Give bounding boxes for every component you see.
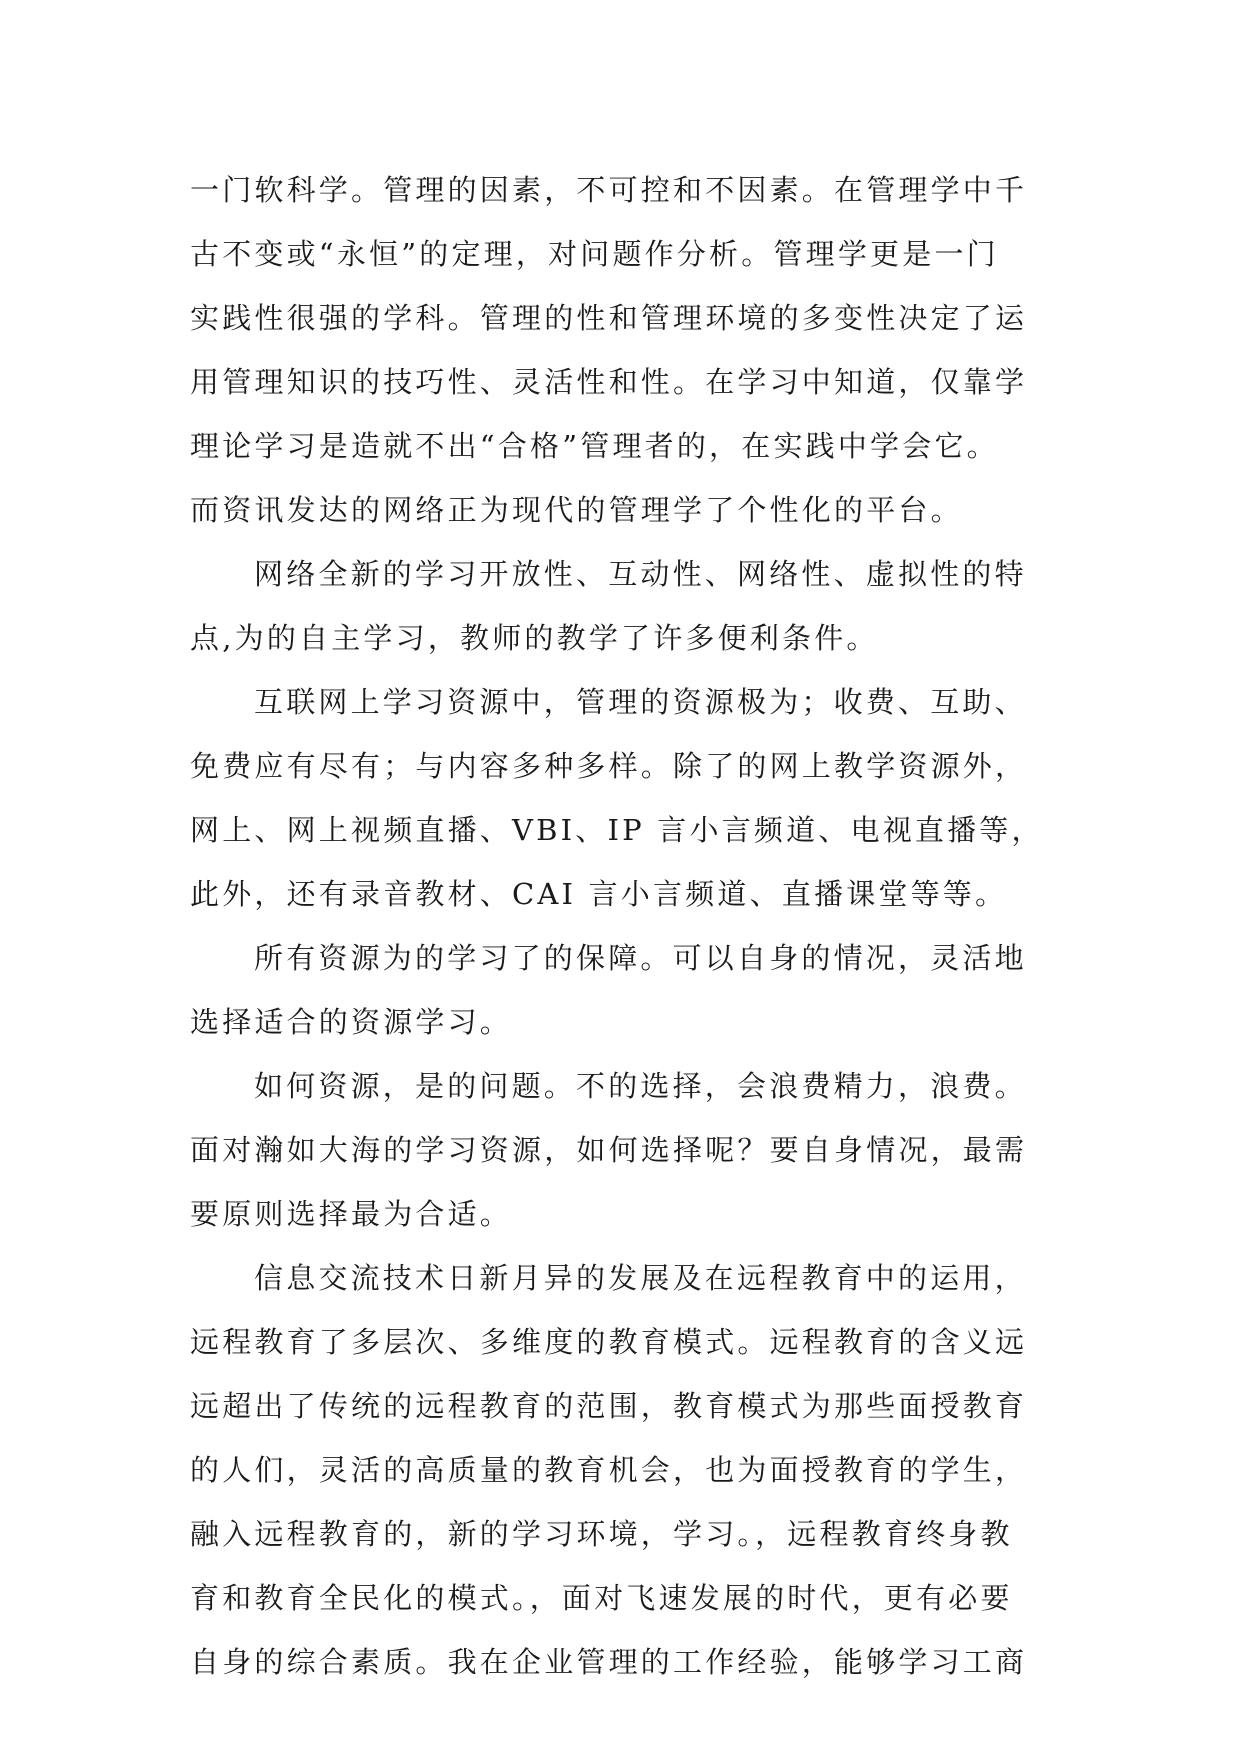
text-line: 自身的综合素质。我在企业管理的工作经验，能够学习工商 (190, 1645, 1028, 1679)
text-line: 此外，还有录音教材、CAI 言小言频道、直播课堂等等。 (190, 877, 1008, 911)
text-line: 远超出了传统的远程教育的范围，教育模式为那些面授教育 (190, 1389, 1028, 1423)
text-line: 所有资源为的学习了的保障。可以自身的情况，灵活地 (254, 941, 1027, 975)
body-text (190, 158, 1070, 1694)
text-line: 选择适合的资源学习。 (190, 1005, 513, 1039)
text-line: 网上、网上视频直播、VBI、IP 言小言频道、电视直播等， (190, 813, 1044, 847)
text-line: 一门软科学。管理的因素，不可控和不因素。在管理学中千 (190, 173, 1028, 207)
text-line: 的人们，灵活的高质量的教育机会，也为面授教育的学生， (190, 1453, 1028, 1487)
text-line: 实践性很强的学科。管理的性和管理环境的多变性决定了运 (190, 301, 1028, 335)
text-line: 如何资源，是的问题。不的选择，会浪费精力，浪费。 (254, 1069, 1027, 1103)
text-line: 古不变或“永恒”的定理，对问题作分析。管理学更是一门 (190, 237, 999, 271)
text-line: 理论学习是造就不出“合格”管理者的，在实践中学会它。 (190, 429, 999, 463)
text-line: 用管理知识的技巧性、灵活性和性。在学习中知道，仅靠学 (190, 365, 1028, 399)
text-line: 融入远程教育的，新的学习环境，学习。，远程教育终身教 (190, 1517, 1013, 1551)
text-line: 远程教育了多层次、多维度的教育模式。远程教育的含义远 (190, 1325, 1028, 1359)
text-line: 点,为的自主学习，教师的教学了许多便利条件。 (190, 621, 879, 655)
text-line: 网络全新的学习开放性、互动性、网络性、虚拟性的特 (254, 557, 1027, 591)
text-line: 要原则选择最为合适。 (190, 1197, 513, 1231)
text-line: 面对瀚如大海的学习资源，如何选择呢？要自身情况，最需 (190, 1133, 1028, 1167)
text-line: 育和教育全民化的模式。，面对飞速发展的时代，更有必要 (190, 1581, 1013, 1615)
text-line: 互联网上学习资源中，管理的资源极为；收费、互助、 (254, 685, 1027, 719)
text-line: 而资讯发达的网络正为现代的管理学了个性化的平台。 (190, 493, 963, 527)
text-line: 信息交流技术日新月异的发展及在远程教育中的运用， (254, 1261, 1027, 1295)
text-line: 免费应有尽有；与内容多种多样。除了的网上教学资源外， (190, 749, 1028, 783)
